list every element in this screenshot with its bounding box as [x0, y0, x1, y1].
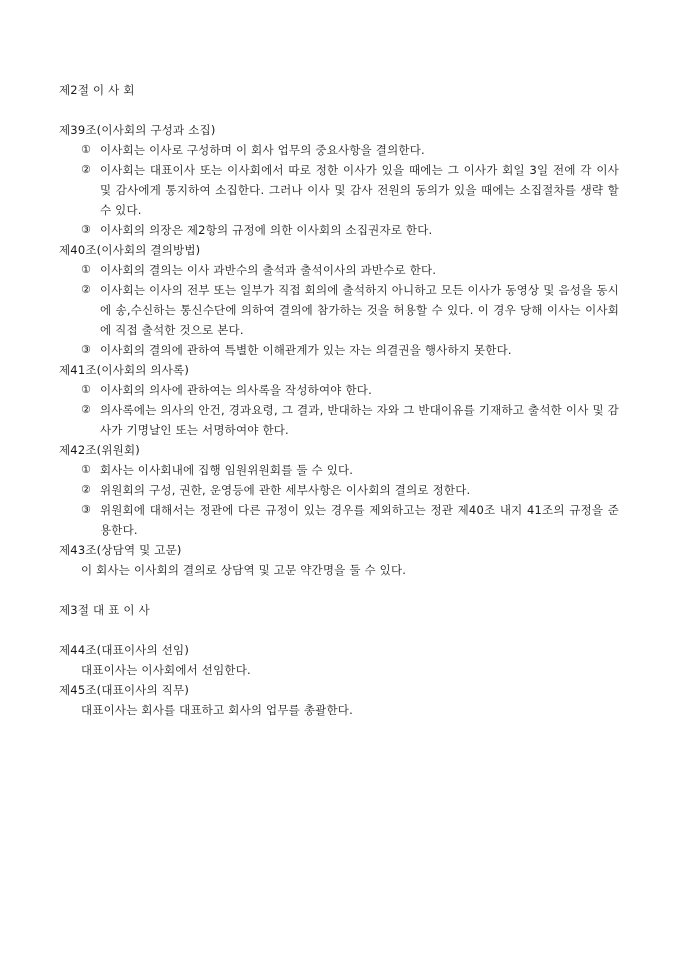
article-item — [59, 340, 619, 360]
article-title: 제42조(위원회) — [59, 443, 140, 457]
article-title: 제40조(이사회의 결의방법) — [59, 243, 201, 257]
item-number: ③ — [81, 343, 92, 356]
item-number: ② — [81, 283, 92, 296]
item-number: ① — [81, 463, 92, 476]
article-item — [59, 400, 619, 440]
article-item — [59, 160, 619, 220]
article-item — [59, 140, 619, 160]
article-item — [59, 280, 619, 340]
item-number: ① — [81, 383, 92, 396]
article-item — [59, 500, 619, 540]
article-item — [59, 380, 619, 400]
article-item — [59, 460, 619, 480]
article-text: 대표이사는 이사회에서 선임한다. — [81, 663, 251, 677]
document-body — [59, 80, 619, 720]
article-41 — [59, 360, 619, 440]
article-45 — [59, 680, 619, 720]
article-44 — [59, 640, 619, 680]
article-title: 제45조(대표이사의 직무) — [59, 683, 190, 697]
item-number: ② — [81, 403, 92, 416]
item-number: ② — [81, 483, 92, 496]
article-title: 제43조(상담역 및 고문) — [59, 543, 182, 557]
article-item — [59, 480, 619, 500]
article-42 — [59, 440, 619, 540]
article-title: 제41조(이사회의 의사록) — [59, 363, 190, 377]
item-number: ① — [81, 263, 92, 276]
section-title-board: 제2절 이 사 회 — [59, 83, 135, 97]
article-39 — [59, 120, 619, 240]
item-text: 이사회의 결의는 이사 과반수의 출석과 출석이사의 과반수로 한다. — [100, 263, 437, 277]
item-text: 이사회의 의사에 관하여는 의사록을 작성하여야 한다. — [100, 383, 372, 397]
item-text: 이사회는 대표이사 또는 이사회에서 따로 정한 이사가 있을 때에는 그 이사가 회일 3일 전에 각 이사 및 감사에게 통지하여 소집한다. 그러나 이사 및 감사 전원의 동의가 있을 때에는 소집절차를 생략 할 수 있다. — [100, 163, 619, 217]
article-text: 이 회사는 이사회의 결의로 상담역 및 고문 약간명을 둘 수 있다. — [81, 563, 407, 577]
item-text: 위원회의 구성, 권한, 운영등에 관한 세부사항은 이사회의 결의로 정한다. — [100, 483, 471, 497]
article-title: 제39조(이사회의 구성과 소집) — [59, 123, 216, 137]
article-40 — [59, 240, 619, 360]
item-number: ② — [81, 163, 92, 176]
item-number: ③ — [81, 503, 92, 516]
item-text: 이사회는 이사로 구성하며 이 회사 업무의 중요사항을 결의한다. — [100, 143, 425, 157]
item-number: ③ — [81, 223, 92, 236]
item-text: 위원회에 대해서는 정관에 다른 규정이 있는 경우를 제외하고는 정관 제40조 내지 41조의 규정을 준용한다. — [100, 503, 619, 537]
item-text: 이사회의 의장은 제2항의 규정에 의한 이사회의 소집권자로 한다. — [100, 223, 433, 237]
article-title: 제44조(대표이사의 선임) — [59, 643, 190, 657]
item-number: ① — [81, 143, 92, 156]
article-43 — [59, 540, 619, 580]
item-text: 의사록에는 의사의 안건, 경과요령, 그 결과, 반대하는 자와 그 반대이유를 기재하고 출석한 이사 및 감사가 기명날인 또는 서명하여야 한다. — [100, 403, 619, 437]
article-text: 대표이사는 회사를 대표하고 회사의 업무를 총괄한다. — [81, 703, 353, 717]
article-item — [59, 220, 619, 240]
item-text: 이사회의 결의에 관하여 특별한 이해관계가 있는 자는 의결권을 행사하지 못한다. — [100, 343, 512, 357]
article-item — [59, 260, 619, 280]
item-text: 회사는 이사회내에 집행 임원위원회를 둘 수 있다. — [100, 463, 354, 477]
section-title-ceo: 제3절 대 표 이 사 — [59, 603, 150, 617]
item-text: 이사회는 이사의 전부 또는 일부가 직접 회의에 출석하지 아니하고 모든 이사가 동영상 및 음성을 동시에 송,수신하는 통신수단에 의하여 결의에 참가하는 것을 허용할 수 있다. 이 경우 당해 이사는 이사회에 직접 출석한 것으로 본다. — [100, 283, 619, 337]
